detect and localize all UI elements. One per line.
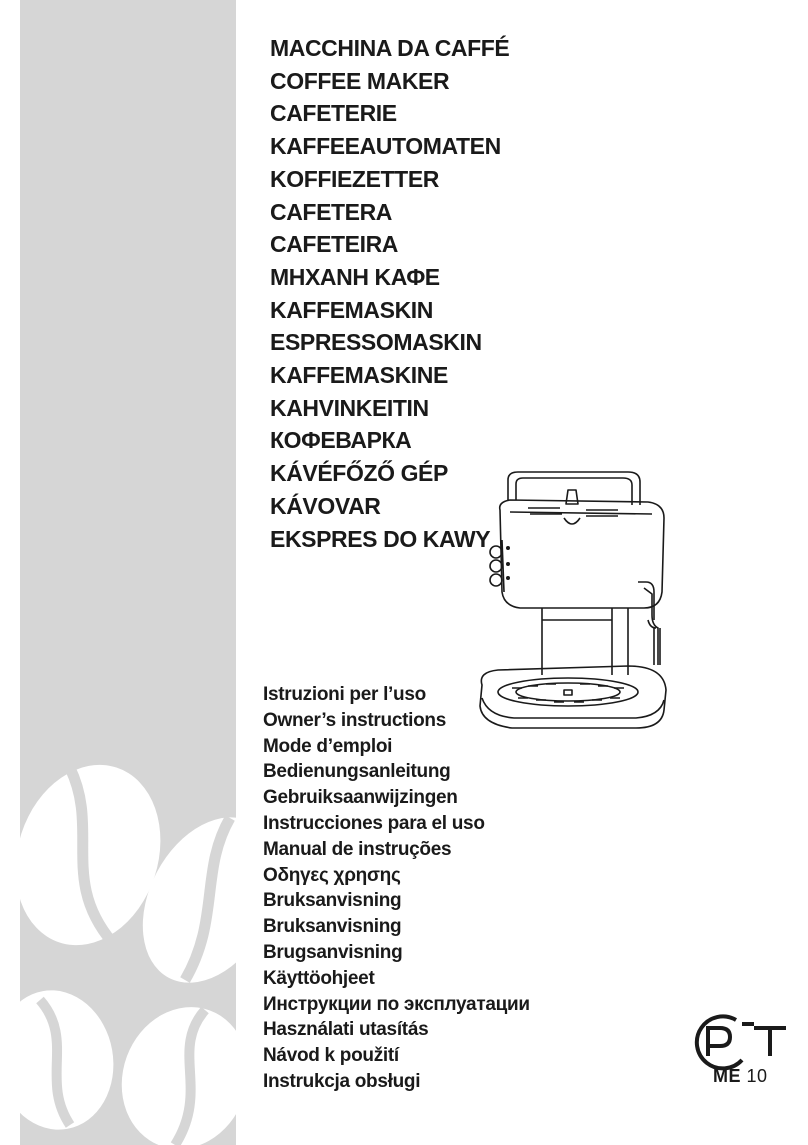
certification-code-number: 10 (746, 1066, 768, 1086)
instruction-italian: Istruzioni per l’uso (263, 684, 426, 705)
instruction-danish: Brugsanvisning (263, 941, 403, 963)
instruction-greek: Οδηγες χρησης (263, 864, 401, 886)
title-swedish: KAFFEMASKIN (270, 296, 433, 323)
title-english: COFFEE MAKER (270, 67, 450, 94)
instruction-hungarian: Használati utasítás (263, 1019, 429, 1041)
certification-code (713, 1066, 768, 1087)
title-russian: КОФЕВАРКА (270, 427, 412, 454)
instruction-portuguese: Manual de instruções (263, 838, 452, 860)
title-czech: KÁVOVAR (270, 492, 381, 519)
instruction-norwegian: Bruksanvisning (263, 916, 402, 938)
instruction-french: Mode d’emploi (263, 735, 393, 757)
instruction-finnish: Käyttöohjeet (263, 967, 375, 989)
title-polish: EKSPRES DO KAWY (270, 525, 491, 552)
instruction-german: Bedienungsanleitung (263, 761, 451, 783)
instruction-russian: Инструкции по эксплуатации (263, 993, 530, 1015)
title-norwegian: ESPRESSOMASKIN (270, 329, 482, 356)
title-german: KAFFEEAUTOMATEN (270, 133, 501, 160)
title-french: CAFETERIE (270, 100, 397, 127)
instruction-dutch: Gebruiksaanwijzingen (263, 787, 458, 809)
instruction-polish: Instrukcja obsługi (263, 1070, 421, 1092)
title-portuguese: CAFETEIRA (270, 231, 399, 258)
title-dutch: KOFFIEZETTER (270, 165, 439, 192)
instruction-language-list (263, 682, 530, 1095)
title-finnish: KAHVINKEITIN (270, 394, 429, 421)
title-hungarian: KÁVÉFŐZŐ GÉP (270, 460, 448, 487)
title-italian: MACCHINA DA CAFFÉ (270, 35, 510, 61)
instruction-czech: Návod k použití (263, 1045, 399, 1067)
title-spanish: CAFETERA (270, 198, 393, 225)
title-greek: ΜΗΧΑΝΗ ΚΑΦΕ (270, 263, 440, 290)
coffee-bean-graphic (0, 760, 260, 1145)
certification-code-prefix: ME (713, 1066, 741, 1086)
instruction-spanish: Instrucciones para el uso (263, 812, 485, 834)
instruction-english: Owner’s instructions (263, 709, 446, 731)
instruction-swedish: Bruksanvisning (263, 890, 402, 912)
title-danish: KAFFEMASKINE (270, 362, 448, 389)
